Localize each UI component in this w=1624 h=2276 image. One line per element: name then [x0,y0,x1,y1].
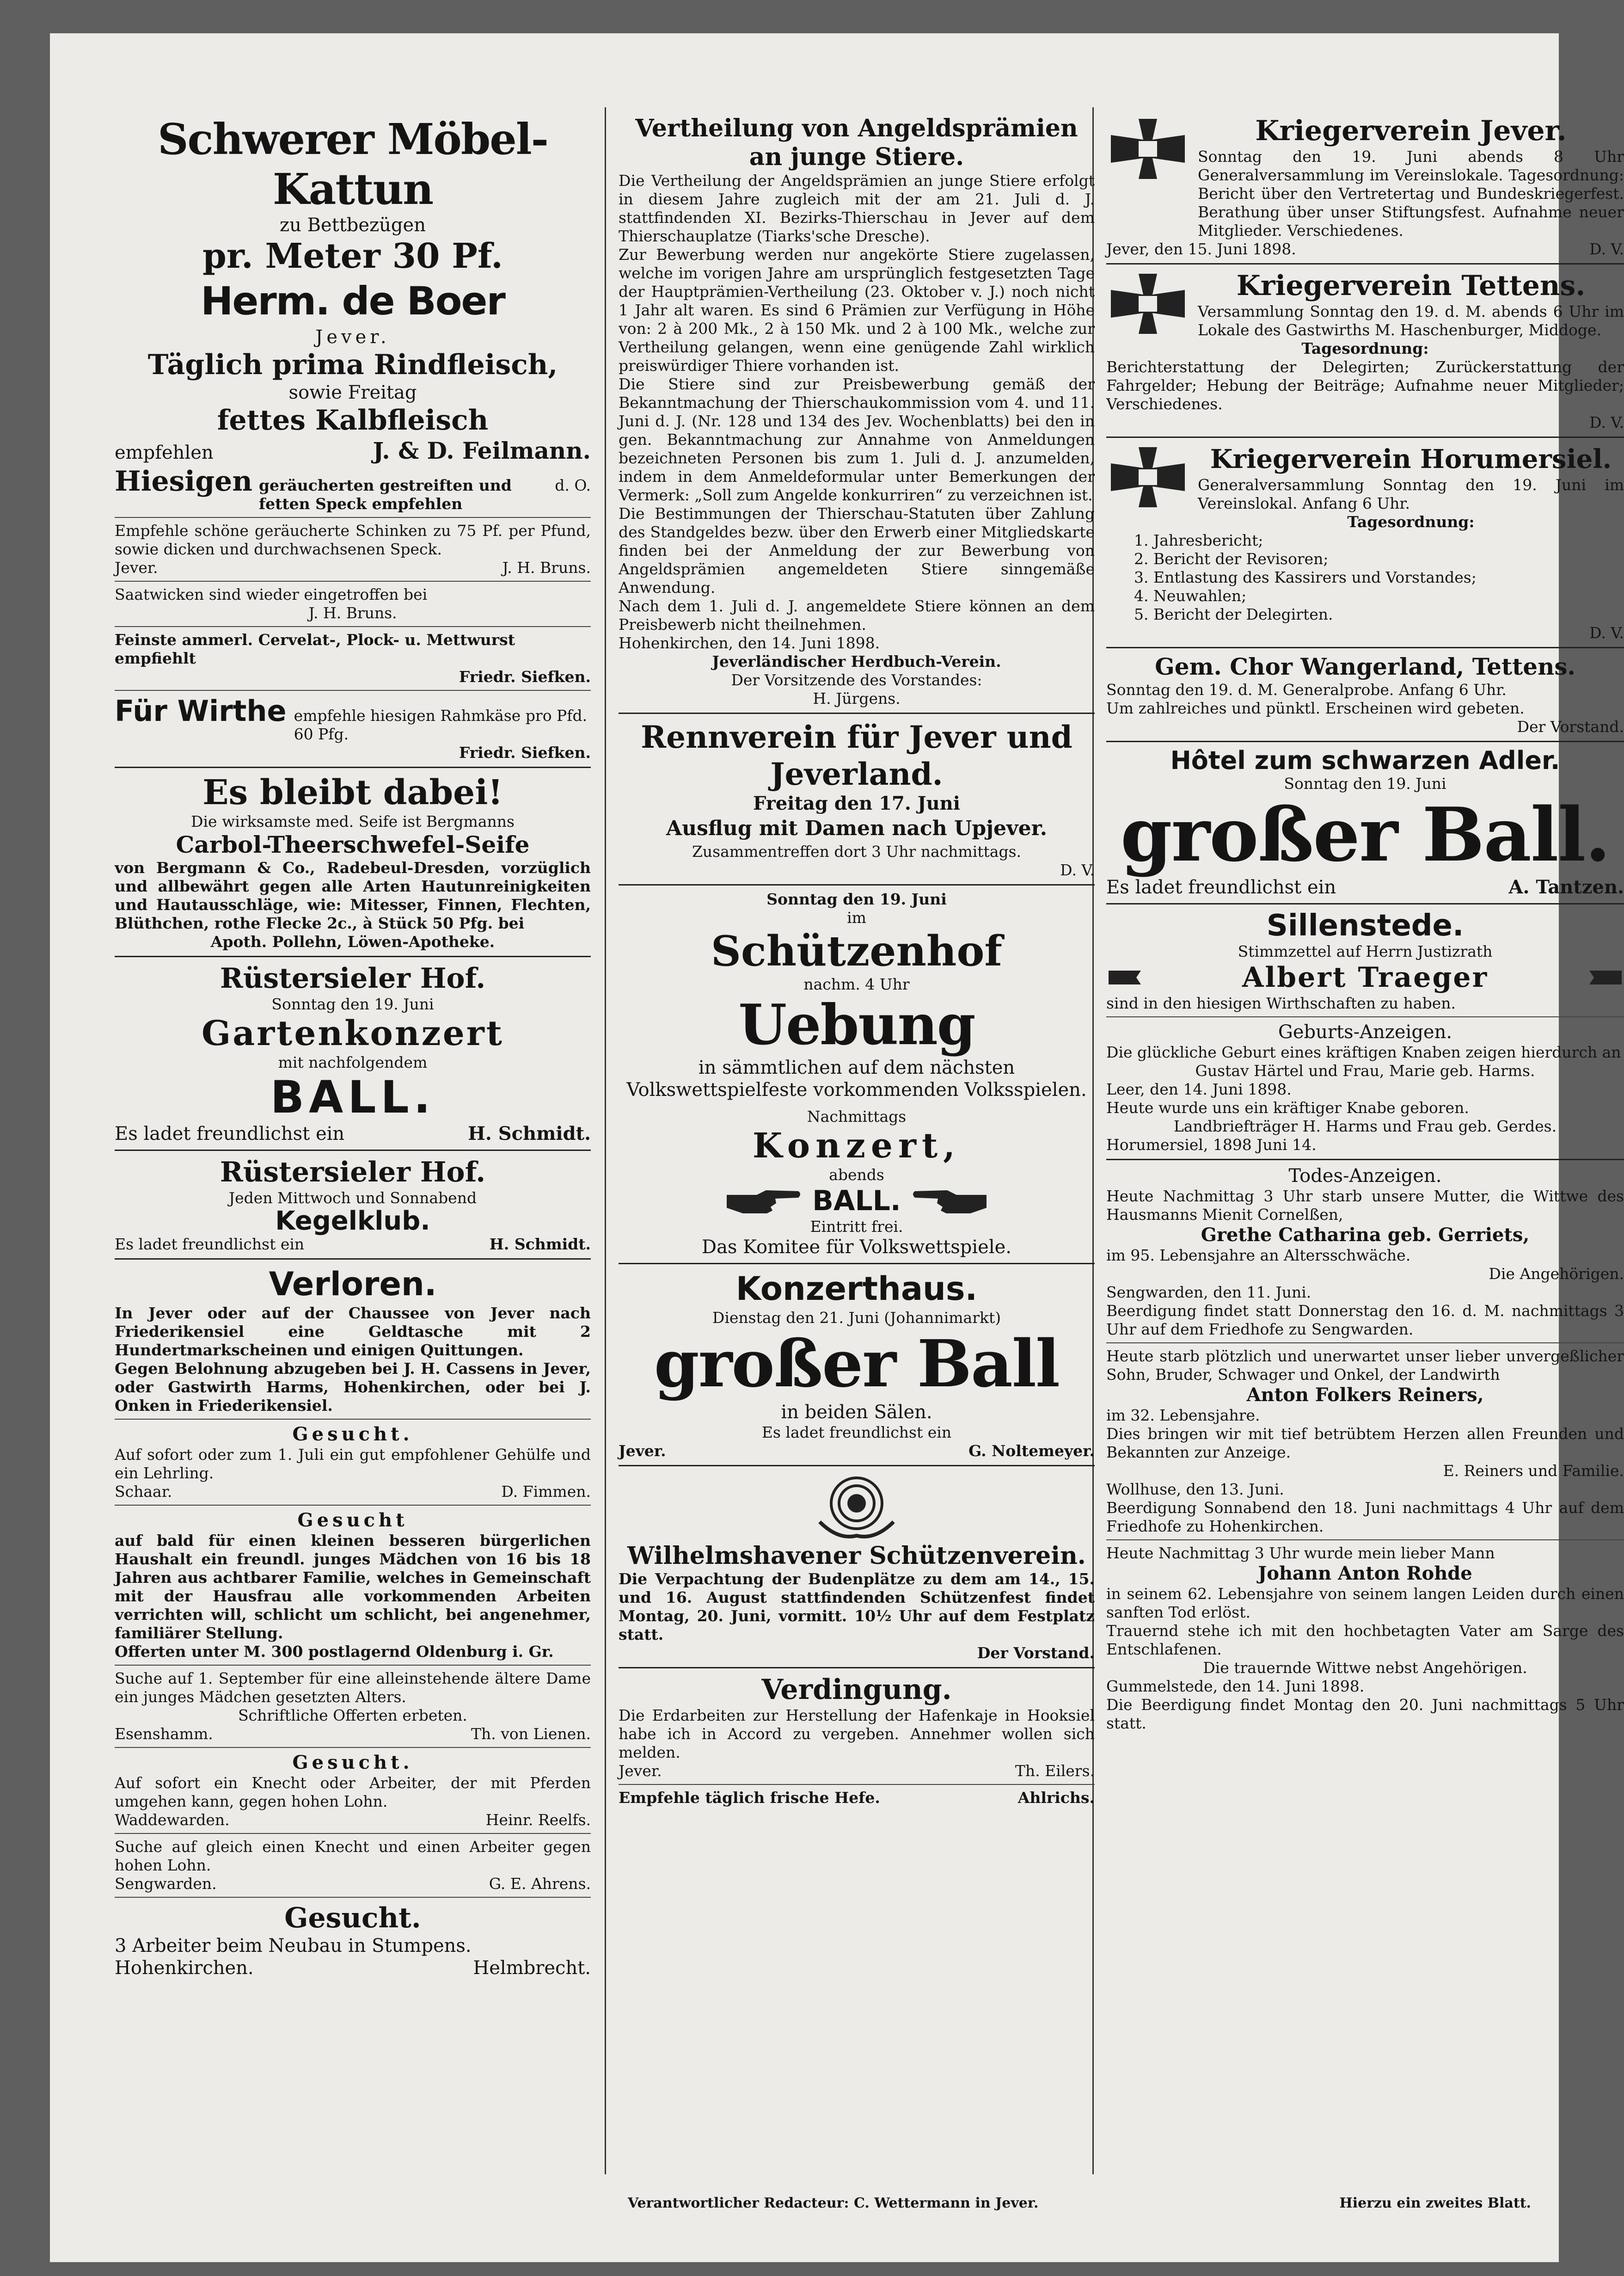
ad-signature: D. Fimmen. [501,1482,591,1501]
ad-text: Die glückliche Geburt eines kräftigen Knaben zeigen hierdurch an [1106,1043,1621,1061]
ad-signature: A. Tantzen. [1508,876,1624,898]
ad-text: Heute Nachmittag 3 Uhr wurde mein lieber Mann [1106,1544,1495,1562]
ad-subline: mit nachfolgendem [278,1053,428,1071]
ad-headline: Es bleibt dabei! [202,773,503,812]
ad-text: Die Erdarbeiten zur Herstellung der Hafenkaje in Hooksiel habe ich in Accord zu vergeben. Annehmer wollen sich melden. [619,1706,1095,1761]
ad-text: Dies bringen wir mit tief betrübtem Herzen allen Freunden und Bekannten zur Anzeige. [1106,1425,1624,1461]
ad-text: Offerten unter M. 300 postlagernd Oldenburg i. Gr. [115,1642,554,1661]
divider [1106,1539,1624,1540]
ad-firm: Herm. de Boer [201,278,505,324]
column-rule [605,107,606,2174]
ad-headline: Schwerer Möbel-Kattun [158,114,548,214]
ad-headline: Verdingung. [761,1673,952,1706]
ad-text: im 95. Lebensjahre an Altersschwäche. [1106,1246,1411,1264]
ad-date: Sonntag den 19. Juni [1284,775,1446,793]
divider [115,626,591,627]
divider [619,1465,1095,1466]
ad-signature: Th. Eilers. [1015,1762,1095,1780]
ad-text: Es ladet freundlichst ein [115,1235,305,1253]
ad-text: Generalversammlung Sonntag den 19. Juni im Vereinslokal. Anfang 6 Uhr. [1198,476,1624,512]
divider [1106,903,1624,904]
ad-text: Nach dem 1. Juli d. J. angemeldete Stiere können an dem Preisbewerb nicht theilnehmen. [619,597,1095,634]
ad-moebel-kattun [115,114,591,348]
ad-ball-row [619,1184,1095,1218]
ad-headline: Schützenhof [711,927,1003,976]
ad-text: nachm. 4 Uhr [803,975,910,993]
ad-text: Beerdigung Sonnabend den 18. Juni nachmittags 4 Uhr auf dem Friedhofe zu Hohenkirchen. [1106,1499,1624,1535]
ad-kriegerverein-jever [1106,114,1624,240]
ad-saat-text: Saatwicken sind wieder eingetroffen bei [115,585,428,603]
ad-text: Heute Nachmittag 3 Uhr starb unsere Mutter, die Wittwe des Hausmanns Mienit Cornelßen, [1106,1187,1624,1224]
ad-place: Sengwarden. [115,1875,217,1893]
iron-cross-icon [1106,443,1189,512]
ad-signature: Th. von Lienen. [471,1725,591,1743]
ad-text: im [847,909,866,927]
ad-event: Gartenkonzert [202,1014,504,1053]
ad-place: Esenshamm. [115,1725,213,1743]
divider [115,690,591,691]
ad-signature: d. O. [555,476,591,494]
agenda-item: 3. Entlastung des Kassirers und Vorstandes; [1134,568,1477,586]
ad-text: Suche auf gleich einen Knecht und einen Arbeiter gegen hohen Lohn. [115,1838,591,1874]
ad-signature: Heinr. Reelfs. [485,1811,591,1829]
ad-signature: J. H. Bruns. [308,604,397,622]
banner-icon [1106,966,1143,989]
divider [115,1665,591,1666]
target-emblem [619,1471,1095,1542]
ad-text: Suche auf 1. September für eine alleinstehende ältere Dame ein junges Mädchen gesetzten Alters. [115,1669,591,1706]
ad-signature: E. Reiners und Familie. [1443,1462,1624,1480]
ad-place: Waddewarden. [115,1811,230,1829]
ad-text: in beiden Sälen. [781,1402,932,1423]
divider [115,1150,591,1151]
ad-headline: Täglich prima Rindfleisch, [147,349,558,381]
ad-text: Es ladet freundlichst ein [1106,877,1336,898]
agenda-item: 5. Bericht der Delegirten. [1134,605,1333,623]
pointing-hand-left-icon [910,1185,989,1217]
newspaper-page [50,33,1624,2262]
ad-signature: Friedr. Siefken. [459,744,591,762]
ad-date: Freitag den 17. Juni [753,793,960,814]
ad-date: Sonntag den 19. Juni [766,890,947,908]
ad-date: Wollhuse, den 13. Juni. [1106,1480,1284,1498]
column-2 [619,114,1095,2174]
ad-text: 3 Arbeiter beim Neubau in Stumpens. [115,1935,472,1956]
ad-text: Empfehle täglich frische Hefe. [619,1789,880,1807]
ad-text: Berichterstattung der Delegirten; Zurückerstattung der Fahrgelder; Hebung der Beiträge; Aufnahme neuer Mitglieder; Verschiedenes. [1106,358,1624,413]
divider [1106,263,1624,265]
ad-headline: Kriegerverein Tettens. [1236,270,1586,302]
ad-text: Heute wurde uns ein kräftiger Knabe geboren. [1106,1099,1469,1117]
ad-kriegerverein-tettens [1106,269,1624,339]
iron-cross-icon [1106,269,1189,338]
divider [619,1263,1095,1264]
ad-text: von Bergmann & Co., Radebeul-Dresden, vorzüglich und allbewährt gegen alle Arten Hautunreinigkeiten und Hautausschläge, wie: Mitesser, Finnen, Flechten, Blüthchen, rothe Flecke 2c., à Stück 50 Pfg. bei [115,859,591,932]
ad-place: Hohenkirchen. [115,1957,254,1979]
ad-event: Konzert, [753,1126,961,1166]
ad-text: empfehle hiesigen Rahmkäse pro Pfd. 60 Pfg. [294,707,588,743]
ad-candidate-name: Albert Traeger [1242,961,1489,994]
divider [619,713,1095,714]
divider [1106,1016,1624,1017]
divider [115,1258,591,1260]
ad-product: Carbol-Theerschwefel-Seife [176,831,530,858]
ad-date: Sonntag den 19. Juni [271,995,434,1013]
ad-text: Schriftliche Offerten erbeten. [238,1706,467,1724]
ad-headline: Vertheilung von Angeldsprämien an junge Stiere. [635,114,1078,171]
divider [115,1897,591,1898]
deceased-name: Johann Anton Rohde [1258,1562,1472,1584]
ad-text: Um zahlreiches und pünktl. Erscheinen wird gebeten. [1106,699,1525,717]
ad-headline: Gesucht. [284,1902,421,1934]
shooting-target-icon [810,1471,903,1540]
ad-headline: Kriegerverein Horumersiel. [1210,444,1612,474]
ad-signature: D. V. [1589,240,1624,258]
ad-place: Jever. [619,1762,662,1780]
ad-date: Horumersiel, 1898 Juni 14. [1106,1136,1317,1154]
ad-text: Sonntag den 19. d. M. Generalprobe. Anfang 6 Uhr. [1106,681,1507,699]
ad-signature: D. V. [1589,624,1624,642]
ad-signature: Die Angehörigen. [1489,1265,1624,1283]
ad-kriegerverein-horumersiel [1106,443,1624,531]
divider [1106,647,1624,648]
ad-place: Jever. [115,559,158,577]
divider [115,1747,591,1748]
ad-signature: Ahlrichs. [1017,1789,1095,1807]
agenda-item: 1. Jahresbericht; [1134,531,1263,549]
ad-headline: Rüstersieler Hof. [220,1156,486,1188]
divider [115,1833,591,1834]
ad-text: Die Stiere sind zur Preisbewerbung gemäß der Bekanntmachung der Thierschaukommission vom 4. und 11. Juni d. J. (Nr. 128 und 134 des Jev. Wochenblatts) bei den in gen. Bekanntmachung zur Annahme von Anmeldungen bezeichneten Personen bis zum 1. Juli d. J. anzumelden, indem in dem Anmeldeformular unter Bemerkungen der Vermerk: „Soll zum Angelde konkurriren“ zu verzeichnen ist. [619,375,1095,504]
ad-headline: Gesucht [297,1509,408,1531]
divider [115,581,591,582]
ad-place: Jever. [619,1442,666,1460]
ad-headline: Für Wirthe [115,694,287,728]
divider [619,884,1095,886]
ad-date: Leer, den 14. Juni 1898. [1106,1080,1292,1098]
ad-place: Jever. [315,326,390,348]
ad-headline: Verloren. [269,1265,437,1303]
ad-agenda-title: Tagesordnung: [1301,339,1429,357]
divider [115,767,591,768]
ad-text: Eintritt frei. [810,1218,903,1236]
iron-cross-icon [1106,114,1189,184]
ad-event: Ausflug mit Damen nach Upjever. [666,817,1048,840]
ad-fleisch [115,348,591,465]
ad-signature: H. Jürgens. [813,689,901,707]
ad-signature: H. Schmidt. [489,1235,591,1253]
divider [115,1505,591,1506]
ad-text: Gegen Belohnung abzugeben bei J. H. Cassens in Jever, oder Gastwirth Harms, Hohenkirchen, oder bei J. Onken in Friederikensiel. [115,1359,591,1415]
ad-text: Sonntag den 19. Juni abends 8 Uhr Generalversammlung im Vereinslokale. Tagesordnung: Bericht über den Vertretertag und Bundeskriegerfest. Berathung über unser Stiftungsfest. Aufnahme neuer Mitglieder. Verschiedenes. [1198,148,1624,240]
ad-text: geräucherten gestreiften und fetten Speck empfehlen [258,476,512,513]
section-title: Geburts-Anzeigen. [1278,1021,1452,1043]
ad-text: In Jever oder auf der Chaussee von Jever nach Friederikensiel eine Geldtasche mit 2 Hundertmarkscheinen und einigen Quittungen. [115,1304,591,1359]
ad-names: Landbriefträger H. Harms und Frau geb. Gerdes. [1173,1117,1557,1135]
ad-headline: Wilhelmshavener Schützenverein. [627,1542,1086,1570]
banner-icon [1587,966,1624,989]
divider [1106,741,1624,742]
ad-signature: D. V. [1589,413,1624,431]
ad-signature: Helmbrecht. [473,1957,591,1979]
ad-event: großer Ball [654,1326,1060,1402]
divider [115,1419,591,1420]
ad-text: Stimmzettel auf Herrn Justizrath [1238,942,1493,960]
column-1 [115,114,591,2174]
ad-text: Die wirksamste med. Seife ist Bergmanns [191,812,515,830]
section-title: Todes-Anzeigen. [1288,1165,1442,1187]
ad-text: sind in den hiesigen Wirthschaften zu haben. [1106,994,1456,1012]
ad-headline: Hôtel zum schwarzen Adler. [1170,746,1560,775]
ad-text: im 32. Lebensjahre. [1106,1406,1260,1424]
ad-signature: H. Schmidt. [468,1123,591,1144]
ad-ball: BALL. [812,1185,901,1217]
ad-signature: Die trauernde Wittwe nebst Angehörigen. [1203,1659,1527,1677]
ad-text: empfehlen [115,442,214,463]
ad-subline: zu Bettbezügen [280,215,426,236]
supplement-note: Hierzu ein zweites Blatt. [1339,2195,1531,2211]
ad-text: Versammlung Sonntag den 19. d. M. abends 6 Uhr im Lokale des Gastwirths M. Haschenburger, Middoge. [1198,302,1624,339]
ad-speck [115,465,591,513]
ad-headline: fettes Kalbfleisch [217,404,489,437]
ad-text: Es ladet freundlichst ein [115,1123,345,1144]
ad-date: Hohenkirchen, den 14. Juni 1898. [619,634,880,652]
ad-text: abends [829,1166,884,1184]
ad-date: Sengwarden, den 11. Juni. [1106,1283,1311,1301]
divider [619,1667,1095,1668]
ad-headline: Hiesigen [115,465,252,498]
ad-headline: Konzerthaus. [735,1270,978,1308]
ad-signature: Apoth. Pollehn, Löwen-Apotheke. [210,933,495,951]
ad-schinken-text: Empfehle schöne geräucherte Schinken zu 75 Pf. per Pfund, sowie dicken und durchwachsenen Speck. [115,522,591,558]
ad-cervelat-text: Feinste ammerl. Cervelat-, Plock- u. Mettwurst empfiehlt [115,631,515,667]
ad-date: Gummelstede, den 14. Juni 1898. [1106,1677,1365,1695]
ad-price: pr. Meter 30 Pf. [202,236,503,276]
ad-text: Die Beerdigung findet Montag den 20. Juni nachmittags 5 Uhr statt. [1106,1696,1624,1732]
ad-signature: Friedr. Siefken. [459,668,591,686]
agenda-item: 2. Bericht der Revisoren; [1134,550,1329,568]
agenda-item: 4. Neuwahlen; [1134,587,1247,605]
ad-event: großer Ball. [1120,791,1610,878]
divider [115,956,591,957]
ad-text: auf bald für einen kleinen besseren bürgerlichen Haushalt ein freundl. junges Mädchen von 16 bis 18 Jahren aus achtbarer Familie, welches in Gemeinschaft mit der Hausfrau alle vorkommenden Arbeiten verrichten will, schlicht um schlicht, bei angenehmer, familiärer Stellung. [115,1532,591,1642]
ad-signature: G. Noltemeyer. [968,1442,1095,1460]
divider [1106,1159,1624,1160]
ad-text: Es ladet freundlichst ein [761,1423,952,1441]
ad-place: Schaar. [115,1482,172,1501]
ad-headline: Gem. Chor Wangerland, Tettens. [1155,653,1575,680]
ad-text: Zusammentreffen dort 3 Uhr nachmittags. [692,843,1022,861]
ad-agenda-title: Tagesordnung: [1347,513,1475,531]
deceased-name: Grethe Catharina geb. Gerriets, [1201,1224,1530,1246]
ad-signature: J. & D. Feilmann. [373,437,591,464]
ad-event: Uebung [738,992,975,1058]
ad-signature: G. E. Ahrens. [489,1875,591,1893]
ad-headline: Gesucht. [292,1423,413,1445]
ad-event: Kegelklub. [275,1206,430,1236]
ad-subline: sowie Freitag [288,382,417,403]
editor-line: Verantwortlicher Redacteur: C. Wettermann in Jever. [628,2195,1039,2211]
ad-text: Auf sofort ein Knecht oder Arbeiter, der mit Pferden umgehen kann, gegen hohen Lohn. [115,1774,591,1810]
ad-names: Gustav Härtel und Frau, Marie geb. Harms. [1195,1062,1535,1080]
ad-signature: D. V. [1060,861,1095,879]
ad-signature: Der Vorstand. [1517,718,1624,736]
ad-signature: J. H. Bruns. [502,559,591,577]
ad-text: in sämmtlichen auf dem nächsten Volkswettspielfeste vorkommenden Volksspielen. [626,1057,1087,1101]
ad-text: Die Vertheilung der Angeldsprämien an junge Stiere erfolgt in diesem Jahre zugleich mit der am 21. Juli d. J. stattfindenden XI. Bezirks-Thierschau in Jever auf dem Thierschauplatze (Tiarks'sche Dresche). [619,172,1095,245]
ad-headline: Gesucht. [292,1752,413,1773]
ad-wirthe [115,695,591,744]
ad-date: Dienstag den 21. Juni (Johannimarkt) [712,1309,1001,1327]
ad-headline: Rennverein für Jever und Jeverland. [641,719,1072,792]
ad-text: Auf sofort oder zum 1. Juli ein gut empfohlener Gehülfe und ein Lehrling. [115,1446,591,1482]
ad-text: Der Vorsitzende des Vorstandes: [731,671,982,689]
ad-text: Jeden Mittwoch und Sonnabend [228,1189,477,1207]
ad-text: Trauernd stehe ich mit den hochbetagten Vater am Sarge des Entschlafenen. [1106,1622,1624,1658]
ad-text: Die Verpachtung der Budenplätze zu dem am 14., 15. und 16. August stattfindenden Schützenfest findet Montag, 20. Juni, vormitt. 10½ Uhr auf dem Festplatz statt. [619,1570,1095,1643]
ad-headline: Kriegerverein Jever. [1255,115,1567,147]
ad-candidate-row [1106,961,1624,994]
ad-text: Die Bestimmungen der Thierschau-Statuten über Zahlung des Standgeldes bezw. über den Erwerb einer Mitgliedskarte finden bei der Anmeldung der zur Bewerbung von Angeldsprämien angemeldeten Stiere sinngemäße Anwendung. [619,504,1095,597]
ad-headline: Sillenstede. [1266,909,1464,943]
ad-text: Nachmittags [807,1107,907,1126]
ad-text: in seinem 62. Lebensjahre von seinem langen Leiden durch einen sanften Tod erlöst. [1106,1585,1624,1621]
column-3 [1106,114,1624,2174]
pointing-hand-right-icon [724,1185,803,1217]
ad-ball: BALL. [270,1071,435,1123]
ad-signature: Der Vorstand. [977,1644,1095,1662]
divider [115,517,591,518]
ad-text: Heute starb plötzlich und unerwartet unser lieber unvergeßlicher Sohn, Bruder, Schwager und Onkel, der Landwirth [1106,1347,1624,1384]
ad-headline: Rüstersieler Hof. [220,962,486,995]
divider [619,1784,1095,1785]
ad-signature: Das Komitee für Volkswettspiele. [702,1236,1011,1258]
ad-text: Beerdigung findet statt Donnerstag den 16. d. M. nachmittags 3 Uhr auf dem Friedhofe zu Sengwarden. [1106,1302,1624,1338]
ad-org: Jeverländischer Herdbuch-Verein. [712,652,1001,670]
ad-text: Zur Bewerbung werden nur angekörte Stiere zugelassen, welche im vorigen Jahre am ursprünglich festgesetzten Tage der Hauptprämien-Vertheilung (23. Oktober v. J.) noch nicht 1 Jahr alt waren. Es sind 6 Prämien zur Verfügung in Höhe von: 2 à 200 Mk., 2 à 150 Mk. und 2 à 100 Mk., welche zur Vertheilung gelangen, wenn eine genügende Zahl wirklich preiswürdiger Thiere vorhanden ist. [619,246,1095,375]
ad-date: Jever, den 15. Juni 1898. [1106,240,1296,258]
deceased-name: Anton Folkers Reiners, [1246,1384,1484,1406]
ad-agenda-list [1106,531,1624,624]
divider [1106,1342,1624,1343]
divider [1106,437,1624,438]
